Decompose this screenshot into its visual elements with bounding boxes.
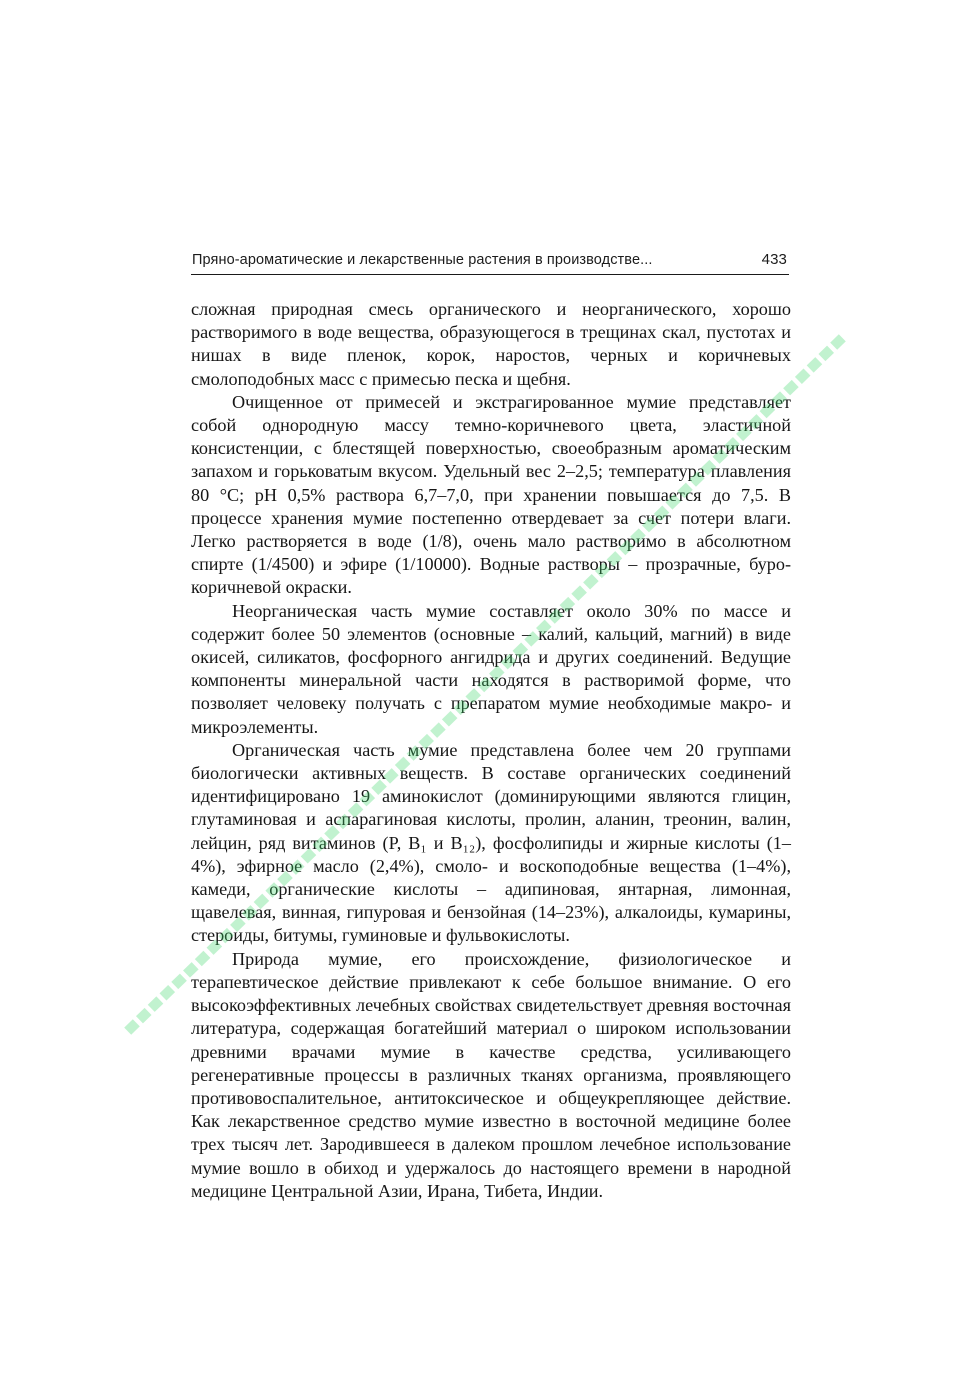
page-number: 433: [761, 251, 787, 268]
watermark-dash: [124, 1019, 140, 1035]
watermark-dash: [136, 1008, 152, 1024]
watermark-dash: [171, 974, 187, 990]
watermark-dash: [795, 368, 811, 384]
paragraph: Органическая часть мумие представлена более чем 20 группами биологически активных веществ. В составе органических соединений идентифицировано 19 аминокислот (доминирующими являются глицин, глутаминовая и аспарагиновая кислоты, пролин, аланин, треонин, валин, лейцин, ряд витаминов (P, B₁ и B₁₂), фосфолипиды и жирные кислоты (1–4%), эфирное масло (2,4%), смоло- и воскоподобные вещества (1–4%), камеди, органические кислоты – адипиновая, янтарная, лимонная, щавелевая, винная, гипуровая и бензойная (14–23%), алкалоиды, кумарины, стероиды, битумы, гуминовые и фульвокислоты.: [191, 739, 791, 946]
watermark-dash: [818, 346, 834, 362]
running-header-title: Пряно-ароматические и лекарственные растения в производстве...: [192, 252, 653, 268]
paragraph: Очищенное от примесей и экстрагированное мумие представляет собой однородную массу темно-коричневого цвета, эластичной консистенции, с блестящей поверхностью, своеобразным ароматическим запахом и горьковатым вкусом. Удельный вес 2–2,5; температура плавления 80 °С; pH 0,5% раствора 6,7–7,0, при хранении повышается до 7,5. В процессе хранения мумие постепенно отвердевает за счет потери влаги. Легко растворяется в воде (1/8), очень мало растворимо в абсолютном спирте (1/4500) и эфире (1/10000). Водные растворы – прозрачные, буро-коричневой окраски.: [191, 391, 791, 598]
watermark-dash: [160, 985, 176, 1001]
watermark-dash: [830, 334, 846, 350]
paragraph: Неорганическая часть мумие составляет около 30% по массе и содержит более 50 элементов (основные – калий, кальций, магний) в виде окисей, силикатов, фосфорного ангидрида и других соединений. Ведущие компоненты минеральной части находятся в растворимой форме, что позволяет человеку получать с препаратом мумие необходимые макро- и микроэлементы.: [191, 600, 791, 737]
watermark-dash: [807, 357, 823, 373]
paragraph: сложная природная смесь органического и неорганического, хорошо растворимого в воде вещества, образующегося в трещинах скал, пустотах и нишах в виде пленок, корок, наростов, черных и коричневых смолоподобных масс с примесью песка и щебня.: [191, 299, 791, 389]
paragraph: Природа мумие, его происхождение, физиологическое и терапевтическое действие привлекают к себе большое внимание. О его высокоэффективных лечебных свойствах свидетельствует древняя восточная литература, содержащая богатейший материал о широком использовании древними врачами мумие в качестве средства, усиливающего регенеративные процессы в различных тканях организма, проявляющего противовоспалительное, антитоксическое и общеукрепляющее действие. Как лекарственное средство мумие известно в восточной медицине более трех тысяч лет. Зародившееся в далеком прошлом лечебное использование мумие вошло в обиход и удержалось до настоящего времени в народной медицине Центральной Азии, Ирана, Тибета, Индии.: [191, 948, 791, 1201]
running-header: [191, 248, 789, 275]
watermark-dash: [148, 996, 164, 1012]
body-text: [191, 298, 791, 1203]
